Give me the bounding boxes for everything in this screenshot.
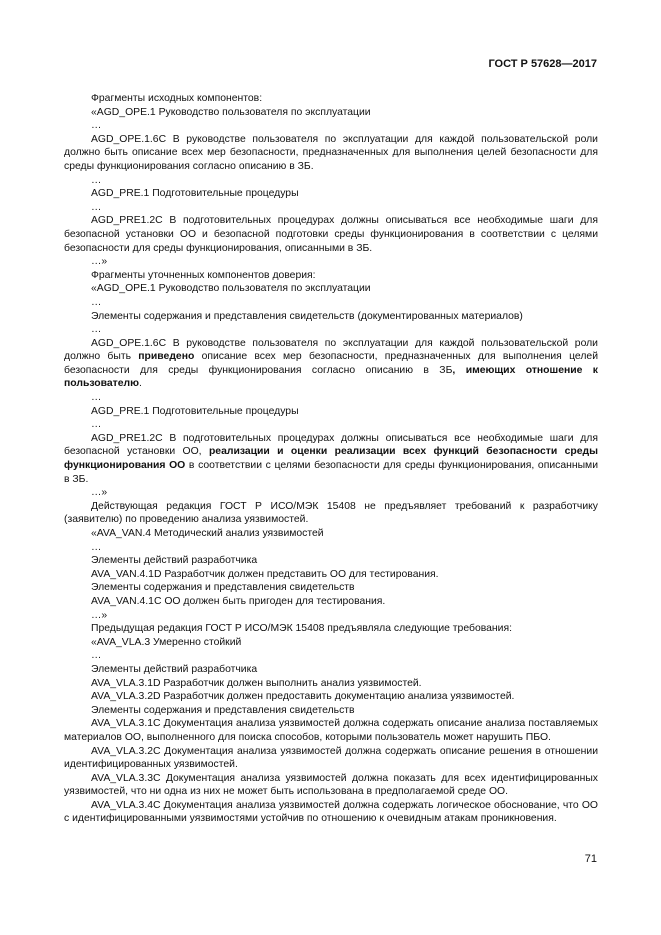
bold-insert: реализации и оценки реализации всех функций безопасности среды функционирования ОО <box>64 446 599 472</box>
paragraph: AVA_VLA.3.2D Разработчик должен предоставить документацию анализа уязвимостей. <box>91 691 515 703</box>
text-run: описание всех мер безопасности, предназначенных для выполнения целей безопасности для среды функционирования согласно описанию в ЗБ <box>64 351 598 376</box>
paragraph: AVA_VAN.4.1C ОО должен быть пригоден для тестирования. <box>91 595 386 607</box>
bold-insert: приведено <box>138 351 195 363</box>
paragraph: … <box>91 201 102 213</box>
page-header: ГОСТ Р 57628—2017 <box>488 58 597 70</box>
page-number: 71 <box>584 853 597 865</box>
paragraph: Элементы действий разработчика <box>91 555 258 567</box>
paragraph: …» <box>91 609 108 621</box>
paragraph: AGD_PRE.1 Подготовительные процедуры <box>91 405 299 417</box>
paragraph: AGD_PRE1.2C В подготовительных процедурах должны описываться все необходимые шаги для безопасной установки ОО и безопасной подготовки среды функционирования в соответствии с целями безопасности для среды функционирования, описанными в ЗБ. <box>64 215 598 254</box>
text-run: . <box>138 378 142 390</box>
paragraph: Действующая редакция ГОСТ Р ИСО/МЭК 15408 не предъявляет требований к разработчику (заявителю) по проведению анализа уязвимостей. <box>64 500 598 526</box>
paragraph: Предыдущая редакция ГОСТ Р ИСО/МЭК 15408 предъявляла следующие требования: <box>91 623 512 635</box>
refined-ope-paragraph <box>64 337 598 391</box>
paragraph: …» <box>91 256 108 268</box>
document-body <box>64 92 598 826</box>
paragraph: AVA_VLA.3.1C Документация анализа уязвимостей должна содержать описание анализа поставляемых материалов ОО, выполненного для поиска способов, которыми пользователь может нарушить ПБО. <box>64 718 598 743</box>
paragraph: «AVA_VAN.4 Методический анализ уязвимостей <box>91 528 324 539</box>
paragraph: … <box>91 296 102 308</box>
paragraph: Фрагменты исходных компонентов: <box>91 93 263 104</box>
paragraph: … <box>91 650 102 662</box>
text-run: AGD_OPE.1.6C В руководстве пользователя по эксплуатации для каждой пользовательской роли должно быть <box>64 337 598 363</box>
paragraph: AVA_VLA.3.1D Разработчик должен выполнить анализ уязвимостей. <box>91 677 422 689</box>
paragraph: … <box>91 419 102 431</box>
paragraph: «AVA_VLA.3 Умеренно стойкий <box>91 636 242 648</box>
text-run: AGD_PRE1.2C В подготовительных процедурах должны описываться все необходимые шаги для безопасной установки ОО, <box>64 432 598 458</box>
paragraph: Элементы содержания и представления свидетельств (документированных материалов) <box>91 310 523 322</box>
paragraph: AVA_VLA.3.4C Документация анализа уязвимостей должна содержать логическое обоснование, что ОО с идентифицированными уязвимостями устойчив по отношению к очевидным атакам проникновения. <box>64 799 598 825</box>
paragraph: … <box>91 392 102 404</box>
paragraph: AGD_OPE.1.6C В руководстве пользователя по эксплуатации для каждой пользовательской роли должно быть описание всех мер безопасности, предназначенных для выполнения целей безопасности для среды функционирования согласно описанию в ЗБ. <box>64 133 598 172</box>
paragraph: … <box>91 324 102 336</box>
paragraph: … <box>91 174 102 186</box>
paragraph: Элементы действий разработчика <box>91 663 258 675</box>
paragraph: … <box>91 120 102 132</box>
paragraph: AVA_VLA.3.3C Документация анализа уязвимостей должна показать для всех идентифицированных уязвимостей, что ни одна из них не может быть использована в предполагаемой среде ОО. <box>64 772 598 798</box>
paragraph: … <box>91 541 102 553</box>
paragraph: Элементы содержания и представления свидетельств <box>91 704 355 716</box>
refined-pre-paragraph <box>64 432 598 486</box>
paragraph: Элементы содержания и представления свидетельств <box>91 582 355 594</box>
text-run: в соответствии с целями безопасности для среды функционирования, описанными в ЗБ. <box>64 460 599 485</box>
bold-insert: , имеющих отношение к пользователю <box>64 364 598 390</box>
paragraph: AVA_VAN.4.1D Разработчик должен представить ОО для тестирования. <box>91 568 439 580</box>
paragraph: AGD_PRE.1 Подготовительные процедуры <box>91 188 299 200</box>
paragraph: «AGD_OPE.1 Руководство пользователя по эксплуатации <box>91 106 371 118</box>
paragraph: Фрагменты уточненных компонентов доверия: <box>91 269 316 281</box>
paragraph: AVA_VLA.3.2C Документация анализа уязвимостей должна содержать описание решения в отношении идентифицированных уязвимостей. <box>64 745 598 771</box>
paragraph: «AGD_OPE.1 Руководство пользователя по эксплуатации <box>91 283 371 295</box>
paragraph: …» <box>91 487 108 499</box>
